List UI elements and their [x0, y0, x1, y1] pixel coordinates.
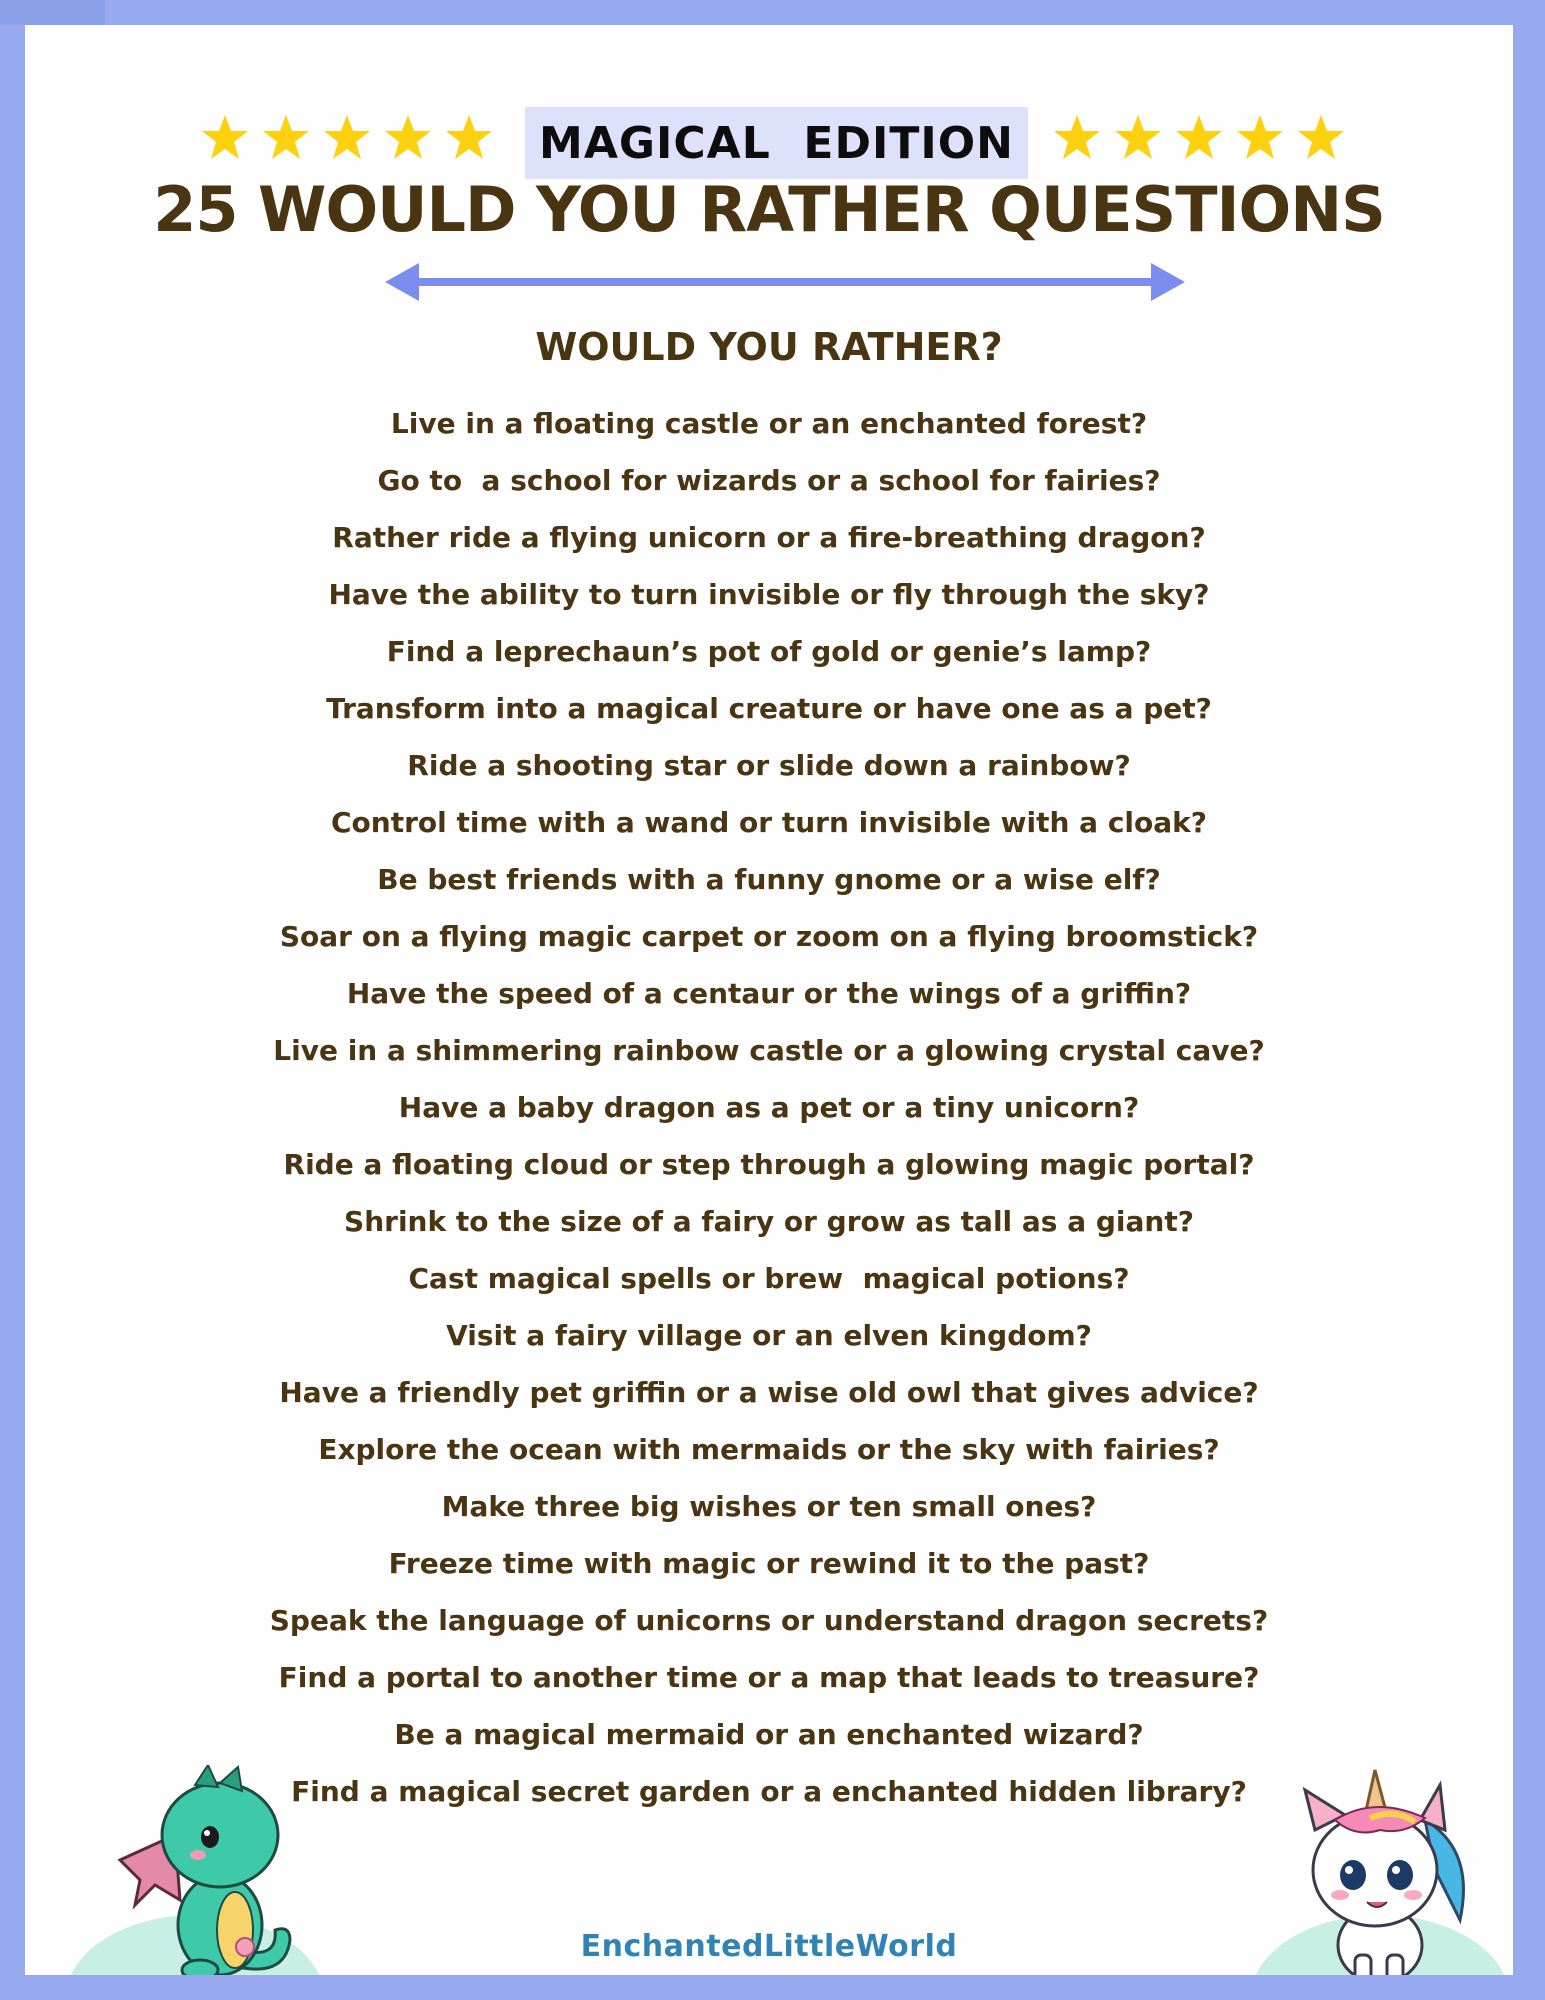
question-item: Soar on a flying magic carpet or zoom on a flying broomstick? [279, 920, 1259, 953]
question-item: Live in a shimmering rainbow castle or a glowing crystal cave? [273, 1034, 1265, 1067]
star-icon [444, 113, 494, 163]
question-item: Go to a school for wizards or a school for fairies? [377, 464, 1161, 497]
star-icon [200, 113, 250, 163]
worksheet-page [25, 25, 1513, 1975]
question-item: Visit a fairy village or an elven kingdom? [446, 1319, 1092, 1352]
question-item: Be a magical mermaid or an enchanted wizard? [394, 1718, 1144, 1751]
question-item: Find a leprechaun’s pot of gold or genie’s lamp? [386, 635, 1152, 668]
question-item: Transform into a magical creature or have one as a pet? [326, 692, 1212, 725]
star-icon [1296, 113, 1346, 163]
edition-badge [525, 107, 1028, 179]
star-icon [1052, 113, 1102, 163]
footer-brand: EnchantedLittleWorld [580, 1929, 958, 1964]
question-item: Rather ride a flying unicorn or a fire-breathing dragon? [332, 521, 1206, 554]
question-item: Cast magical spells or brew magical potions? [408, 1262, 1130, 1295]
question-item: Shrink to the size of a fairy or grow as tall as a giant? [344, 1205, 1194, 1238]
star-icon [261, 113, 311, 163]
question-item: Ride a shooting star or slide down a rainbow? [407, 749, 1131, 782]
star-icon [1235, 113, 1285, 163]
question-item: Have a baby dragon as a pet or a tiny unicorn? [398, 1091, 1140, 1124]
right-star-row [1052, 113, 1346, 163]
question-item: Explore the ocean with mermaids or the sky with fairies? [318, 1433, 1220, 1466]
question-item: Freeze time with magic or rewind it to the past? [388, 1547, 1150, 1580]
double-arrow-icon [385, 257, 1185, 307]
edition-label: MAGICAL EDITION [539, 117, 1014, 169]
question-item: Be best friends with a funny gnome or a wise elf? [377, 863, 1161, 896]
star-icon [1113, 113, 1163, 163]
star-icon [322, 113, 372, 163]
page-title: 25 WOULD YOU RATHER QUESTIONS [153, 173, 1385, 246]
question-item: Have the speed of a centaur or the wings of a griffin? [346, 977, 1192, 1010]
star-icon [1174, 113, 1224, 163]
star-icon [383, 113, 433, 163]
question-item: Speak the language of unicorns or understand dragon secrets? [269, 1604, 1269, 1637]
question-item: Live in a floating castle or an enchanted forest? [390, 407, 1148, 440]
left-star-row [200, 113, 494, 163]
question-item: Have the ability to turn invisible or fly through the sky? [328, 578, 1210, 611]
question-list [25, 395, 1513, 1820]
section-heading: WOULD YOU RATHER? [535, 325, 1003, 369]
question-item: Control time with a wand or turn invisible with a cloak? [330, 806, 1208, 839]
question-item: Have a friendly pet griffin or a wise old owl that gives advice? [279, 1376, 1259, 1409]
question-item: Find a magical secret garden or a enchanted hidden library? [291, 1775, 1247, 1808]
question-item: Find a portal to another time or a map that leads to treasure? [278, 1661, 1260, 1694]
question-item: Make three big wishes or ten small ones? [441, 1490, 1097, 1523]
question-item: Ride a floating cloud or step through a glowing magic portal? [283, 1148, 1255, 1181]
corner-accent [0, 0, 105, 25]
